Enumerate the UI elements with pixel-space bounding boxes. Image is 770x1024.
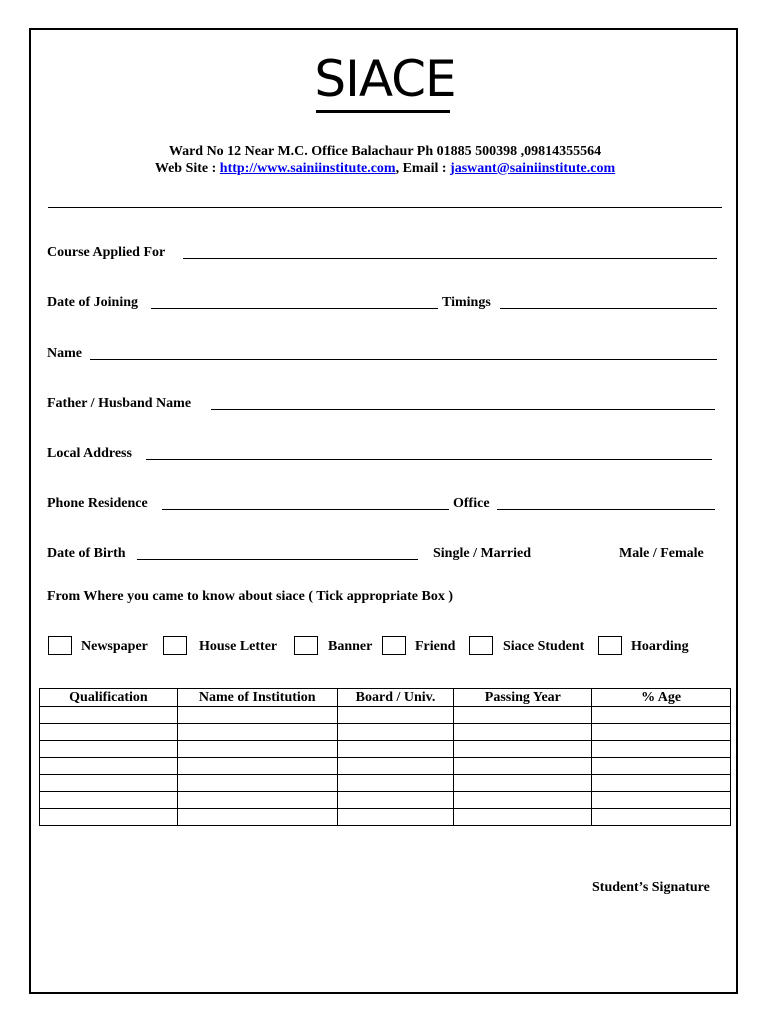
table-cell[interactable] <box>592 758 731 775</box>
house-letter-checkbox[interactable] <box>163 636 187 655</box>
website-label: Web Site : <box>154 161 220 176</box>
local-address-field[interactable] <box>146 459 712 460</box>
source-question: From Where you came to know about siace ( Tick appropriate Box ) <box>47 589 453 604</box>
table-cell[interactable] <box>337 809 454 826</box>
office-label: Office <box>453 496 490 511</box>
table-cell[interactable] <box>40 707 178 724</box>
banner-checkbox[interactable] <box>294 636 318 655</box>
table-cell[interactable] <box>177 707 337 724</box>
phone-residence-label: Phone Residence <box>47 496 148 511</box>
table-row <box>40 758 731 775</box>
marital-status-label: Single / Married <box>433 546 531 561</box>
table-cell[interactable] <box>177 809 337 826</box>
newspaper-checkbox[interactable] <box>48 636 72 655</box>
email-link[interactable]: jaswant@sainiinstitute.com <box>450 161 616 176</box>
table-cell[interactable] <box>592 775 731 792</box>
table-cell[interactable] <box>40 809 178 826</box>
hoarding-checkbox[interactable] <box>598 636 622 655</box>
table-cell[interactable] <box>454 758 592 775</box>
qualification-table <box>39 688 731 826</box>
date-of-joining-label: Date of Joining <box>47 295 138 310</box>
course-applied-label: Course Applied For <box>47 245 166 260</box>
header-divider <box>48 207 722 208</box>
course-applied-field[interactable] <box>183 258 717 259</box>
table-row <box>40 741 731 758</box>
table-cell[interactable] <box>454 792 592 809</box>
email-label: , Email : <box>395 161 451 176</box>
newspaper-label: Newspaper <box>81 639 148 654</box>
table-cell[interactable] <box>177 758 337 775</box>
table-cell[interactable] <box>454 809 592 826</box>
table-cell[interactable] <box>40 775 178 792</box>
father-husband-name-field[interactable] <box>211 409 715 410</box>
name-field[interactable] <box>90 359 717 360</box>
student-signature-label: Student’s Signature <box>592 880 710 895</box>
board-univ-header: Board / Univ. <box>337 689 454 707</box>
phone-residence-field[interactable] <box>162 509 449 510</box>
table-row <box>40 809 731 826</box>
table-row <box>40 775 731 792</box>
table-cell[interactable] <box>40 724 178 741</box>
table-cell[interactable] <box>454 707 592 724</box>
table-cell[interactable] <box>177 724 337 741</box>
siace-student-checkbox[interactable] <box>469 636 493 655</box>
hoarding-label: Hoarding <box>631 639 689 654</box>
address-line: Ward No 12 Near M.C. Office Balachaur Ph 01885 500398 ,09814355564 <box>168 144 602 159</box>
table-cell[interactable] <box>454 724 592 741</box>
siace-student-label: Siace Student <box>503 639 585 654</box>
website-link[interactable]: http://www.sainiinstitute.com <box>219 161 396 176</box>
date-of-birth-label: Date of Birth <box>47 546 126 561</box>
timings-field[interactable] <box>500 308 717 309</box>
table-cell[interactable] <box>592 809 731 826</box>
date-of-joining-field[interactable] <box>151 308 438 309</box>
percentage-header: % Age <box>592 689 731 707</box>
passing-year-header: Passing Year <box>454 689 592 707</box>
table-cell[interactable] <box>454 741 592 758</box>
logo-text: SIACE <box>314 50 456 108</box>
table-cell[interactable] <box>337 775 454 792</box>
timings-label: Timings <box>442 295 491 310</box>
local-address-label: Local Address <box>47 446 132 461</box>
table-cell[interactable] <box>592 707 731 724</box>
table-cell[interactable] <box>177 792 337 809</box>
father-husband-name-label: Father / Husband Name <box>47 396 192 411</box>
table-cell[interactable] <box>40 758 178 775</box>
house-letter-label: House Letter <box>199 639 278 654</box>
name-label: Name <box>47 346 82 361</box>
table-cell[interactable] <box>592 741 731 758</box>
table-cell[interactable] <box>337 741 454 758</box>
table-row <box>40 724 731 741</box>
gender-label: Male / Female <box>619 546 704 561</box>
table-header-row <box>40 689 731 707</box>
friend-label: Friend <box>415 639 456 654</box>
table-cell[interactable] <box>337 792 454 809</box>
table-cell[interactable] <box>454 775 592 792</box>
table-row <box>40 792 731 809</box>
logo-underline <box>316 110 450 113</box>
table-cell[interactable] <box>177 775 337 792</box>
table-cell[interactable] <box>177 741 337 758</box>
date-of-birth-field[interactable] <box>137 559 418 560</box>
office-field[interactable] <box>497 509 715 510</box>
table-cell[interactable] <box>592 792 731 809</box>
table-cell[interactable] <box>40 741 178 758</box>
table-cell[interactable] <box>592 724 731 741</box>
table-row <box>40 707 731 724</box>
contact-line <box>0 160 770 177</box>
table-cell[interactable] <box>40 792 178 809</box>
institution-header: Name of Institution <box>177 689 337 707</box>
table-cell[interactable] <box>337 724 454 741</box>
friend-checkbox[interactable] <box>382 636 406 655</box>
banner-label: Banner <box>328 639 373 654</box>
table-cell[interactable] <box>337 758 454 775</box>
qualification-header: Qualification <box>40 689 178 707</box>
table-cell[interactable] <box>337 707 454 724</box>
